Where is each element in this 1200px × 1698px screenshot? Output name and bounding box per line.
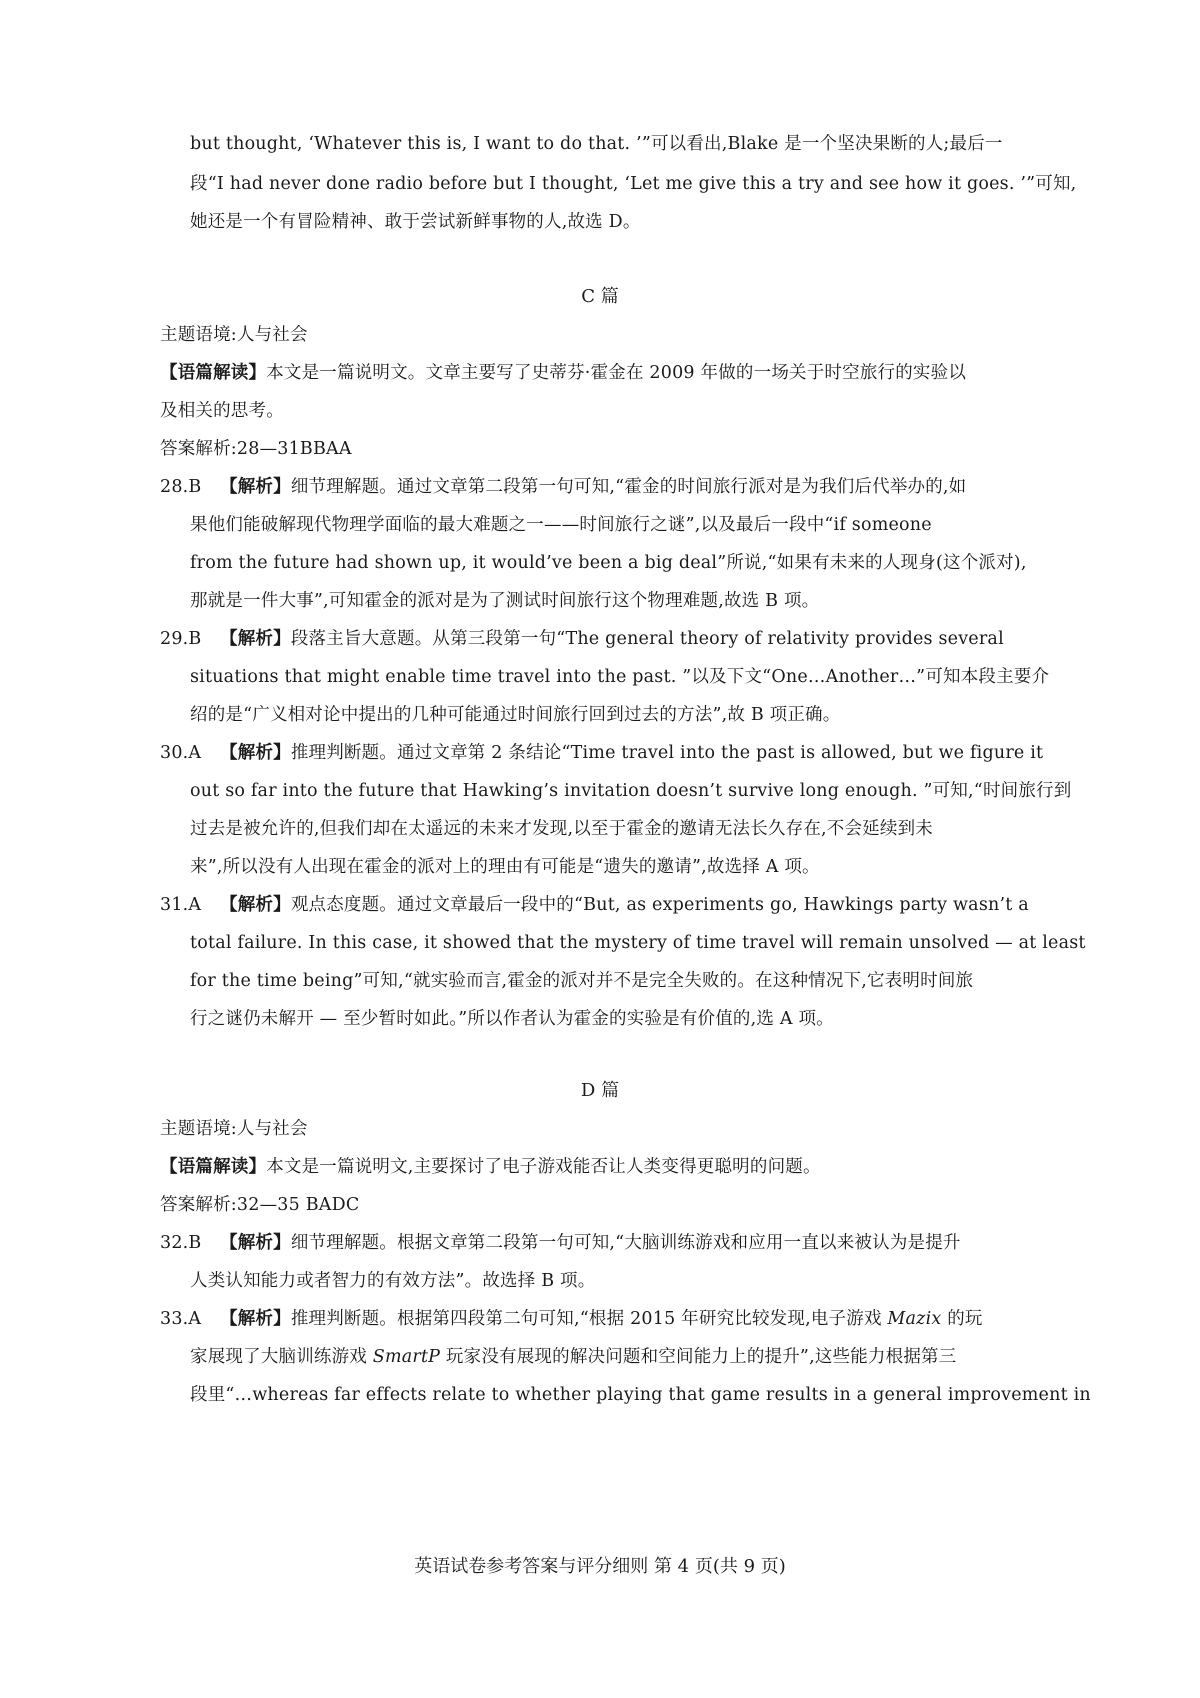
paragraph-line: 果他们能破解现代物理学面临的最大难题之一——时间旅行之谜”,以及最后一段中“if someone	[190, 515, 932, 535]
game-name-mazix: Mazix	[887, 1309, 942, 1329]
paragraph-line: total failure. In this case, it showed that the mystery of time travel will remain unsolved — at least	[190, 933, 1086, 953]
reading-text: 本文是一篇说明文,主要探讨了电子游戏能否让人类变得更聪明的问题。	[266, 1157, 821, 1177]
analysis-text: 细节理解题。通过文章第二段第一句可知,“霍金的时间旅行派对是为我们后代举办的,如	[290, 477, 967, 497]
analysis-tag: 【解析】	[220, 743, 291, 763]
analysis-text: 段落主旨大意题。从第三段第一句“The general theory of relativity provides several	[290, 629, 1004, 649]
paragraph-line	[190, 1345, 956, 1369]
analysis-tag: 【解析】	[220, 477, 291, 497]
paragraph-line: but thought, ‘Whatever this is, I want to do that. ’”可以看出,Blake 是一个坚决果断的人;最后一	[190, 134, 1003, 154]
paragraph-line: 绍的是“广义相对论中提出的几种可能通过时间旅行回到过去的方法”,故 B 项正确。	[190, 705, 841, 725]
analysis-text: 的玩	[941, 1309, 983, 1329]
section-title-c: C 篇	[581, 286, 619, 307]
page-footer: 英语试卷参考答案与评分细则 第 4 页(共 9 页)	[414, 1556, 786, 1577]
section-title-d: D 篇	[580, 1080, 620, 1101]
paragraph-line: 段里“…whereas far effects relate to whether playing that game results in a general improvement in	[190, 1385, 1091, 1405]
question-32	[160, 1231, 961, 1255]
paragraph-line: 她还是一个有冒险精神、敢于尝试新鲜事物的人,故选 D。	[190, 212, 641, 232]
question-number: 31.A	[160, 895, 202, 915]
question-33	[160, 1307, 983, 1331]
question-29	[160, 627, 1004, 651]
analysis-text: 玩家没有展现的解决问题和空间能力上的提升”,这些能力根据第三	[440, 1347, 957, 1367]
question-number: 32.B	[160, 1233, 202, 1253]
analysis-tag: 【解析】	[220, 629, 291, 649]
paragraph-line: 过去是被允许的,但我们却在太遥远的未来才发现,以至于霍金的邀请无法长久存在,不会延续到未	[190, 819, 933, 839]
reading-text: 本文是一篇说明文。文章主要写了史蒂芬·霍金在 2009 年做的一场关于时空旅行的实验以	[266, 363, 967, 383]
reading-line	[160, 361, 966, 385]
paragraph-line: situations that might enable time travel into the past. ”以及下文“One…Another…”可知本段主要介	[190, 667, 1050, 687]
theme-label: 主题语境:人与社会	[160, 1119, 308, 1139]
analysis-text: 家展现了大脑训练游戏	[190, 1347, 373, 1367]
paragraph-line: 来”,所以没有人出现在霍金的派对上的理由有可能是“遗失的邀请”,故选择 A 项。	[190, 857, 820, 877]
reading-label: 【语篇解读】	[160, 363, 267, 383]
answers-line: 答案解析:28—31BBAA	[160, 439, 352, 459]
question-number: 30.A	[160, 743, 202, 763]
question-number: 28.B	[160, 477, 202, 497]
reading-line	[160, 1155, 821, 1179]
question-30	[160, 741, 1043, 765]
question-number: 29.B	[160, 629, 202, 649]
analysis-text: 推理判断题。通过文章第 2 条结论“Time travel into the past is allowed, but we figure it	[290, 743, 1044, 763]
paragraph-line: 人类认知能力或者智力的有效方法”。故选择 B 项。	[190, 1271, 596, 1291]
theme-label: 主题语境:人与社会	[160, 325, 308, 345]
paragraph-line: for the time being”可知,“就实验而言,霍金的派对并不是完全失败的。在这种情况下,它表明时间旅	[190, 971, 974, 991]
analysis-tag: 【解析】	[220, 895, 291, 915]
answers-line: 答案解析:32—35 BADC	[160, 1195, 360, 1215]
analysis-text: 推理判断题。根据第四段第二句可知,“根据 2015 年研究比较发现,电子游戏	[290, 1309, 888, 1329]
question-28	[160, 475, 966, 499]
paragraph-line: from the future had shown up, it would’ve been a big deal”所说,“如果有未来的人现身(这个派对),	[190, 553, 1027, 573]
game-name-smartp: SmartP	[372, 1347, 441, 1367]
question-31	[160, 893, 1029, 917]
analysis-text: 细节理解题。根据文章第二段第一句可知,“大脑训练游戏和应用一直以来被认为是提升	[290, 1233, 961, 1253]
analysis-tag: 【解析】	[220, 1309, 291, 1329]
reading-line: 及相关的思考。	[160, 401, 284, 421]
analysis-text: 观点态度题。通过文章最后一段中的“But, as experiments go, Hawkings party wasn’t a	[290, 895, 1029, 915]
paragraph-line: 那就是一件大事”,可知霍金的派对是为了测试时间旅行这个物理难题,故选 B 项。	[190, 591, 820, 611]
paragraph-line: out so far into the future that Hawking’s invitation doesn’t survive long enough. ”可知,“时间旅行到	[190, 781, 1072, 801]
analysis-tag: 【解析】	[220, 1233, 291, 1253]
reading-label: 【语篇解读】	[160, 1157, 267, 1177]
paragraph-line: 段“I had never done radio before but I thought, ‘Let me give this a try and see how it goes. ’”可知,	[190, 174, 1077, 194]
question-number: 33.A	[160, 1309, 202, 1329]
paragraph-line: 行之谜仍未解开 — 至少暂时如此。”所以作者认为霍金的实验是有价值的,选 A 项。	[190, 1009, 834, 1029]
